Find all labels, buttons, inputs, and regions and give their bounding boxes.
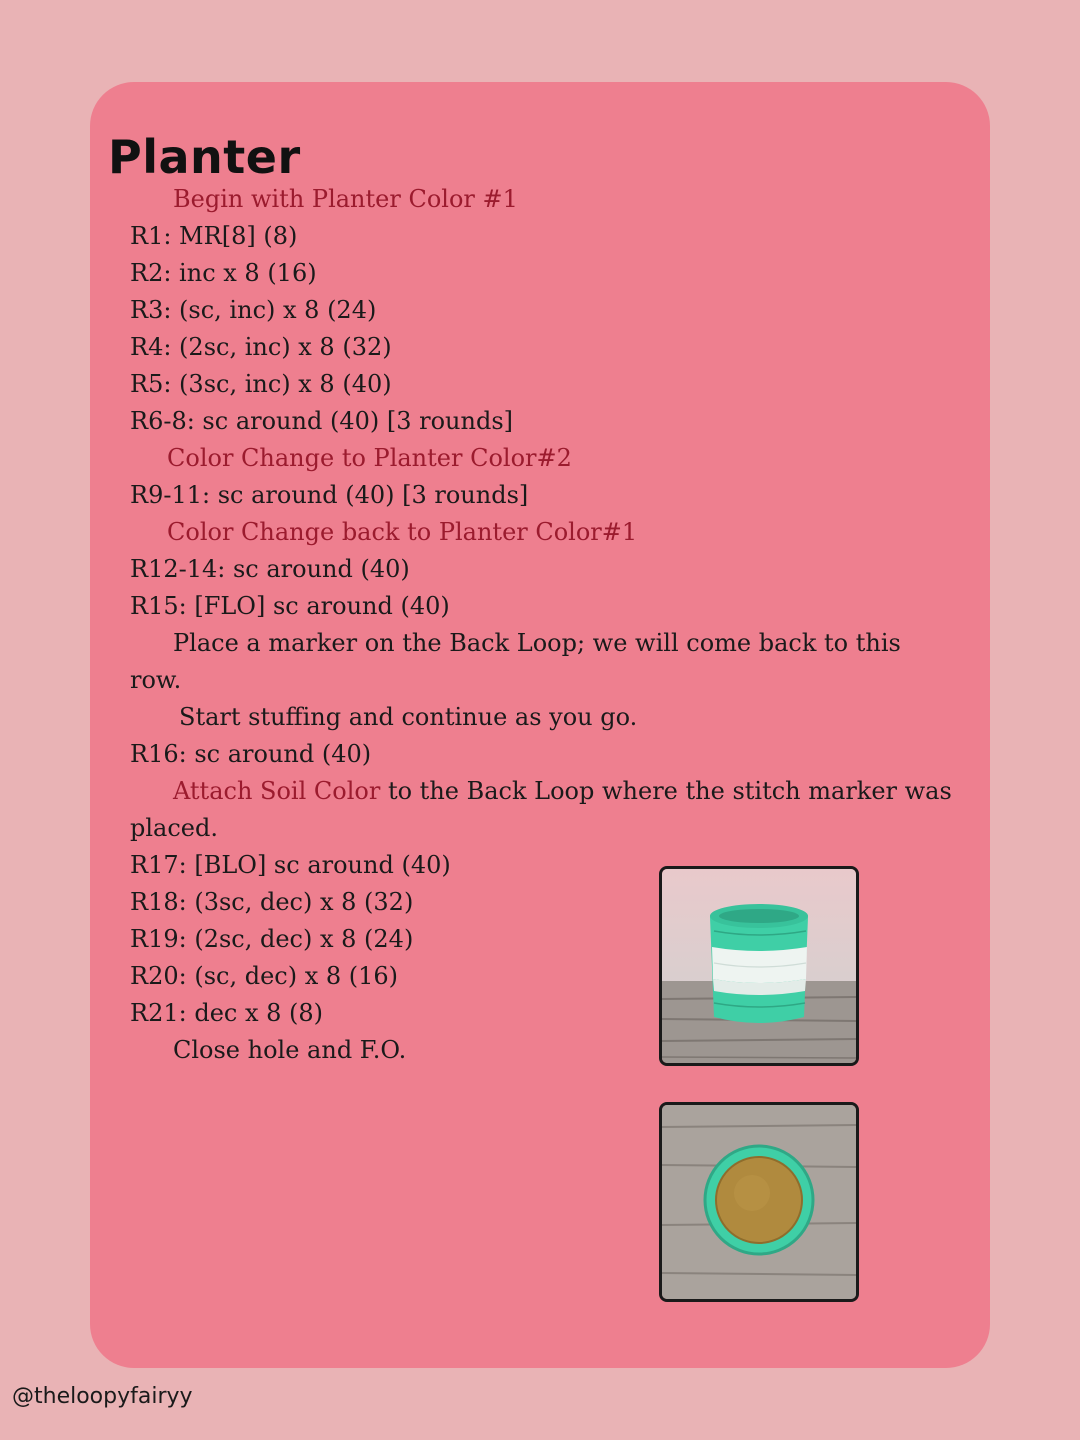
instruction-line: R9-11: sc around (40) [3 rounds] <box>130 481 529 509</box>
instruction-line: Close hole and F.O. <box>173 1036 407 1064</box>
instruction-line: R3: (sc, inc) x 8 (24) <box>130 296 377 324</box>
instruction-line: R15: [FLO] sc around (40) <box>130 592 450 620</box>
instruction-line: R4: (2sc, inc) x 8 (32) <box>130 333 392 361</box>
instruction-line: row. <box>130 666 182 694</box>
instruction-line: R19: (2sc, dec) x 8 (24) <box>130 925 414 953</box>
instruction-line: placed. <box>130 814 218 842</box>
planter-side-photo <box>659 866 859 1066</box>
instruction-line: R2: inc x 8 (16) <box>130 259 317 287</box>
instruction-line: R12-14: sc around (40) <box>130 555 410 583</box>
planter-side-illustration <box>662 869 856 1063</box>
soil-color-label: Attach Soil Color <box>173 777 381 805</box>
planter-top-illustration <box>662 1105 856 1299</box>
page-title: Planter <box>108 130 301 184</box>
instruction-line: Attach Soil Color to the Back Loop where the stitch marker was <box>173 777 952 805</box>
author-handle: @theloopyfairyy <box>12 1384 193 1409</box>
instruction-line: Color Change to Planter Color#2 <box>167 444 572 472</box>
instruction-line: Place a marker on the Back Loop; we will come back to this <box>173 629 901 657</box>
instruction-line: R17: [BLO] sc around (40) <box>130 851 451 879</box>
instruction-line: Color Change back to Planter Color#1 <box>167 518 638 546</box>
instruction-line: R20: (sc, dec) x 8 (16) <box>130 962 399 990</box>
instruction-line: R21: dec x 8 (8) <box>130 999 324 1027</box>
instruction-line: R1: MR[8] (8) <box>130 222 298 250</box>
instruction-line: R16: sc around (40) <box>130 740 372 768</box>
instruction-line: Start stuffing and continue as you go. <box>179 703 638 731</box>
instruction-line: Begin with Planter Color #1 <box>173 185 518 213</box>
planter-top-photo <box>659 1102 859 1302</box>
instruction-line: R18: (3sc, dec) x 8 (32) <box>130 888 414 916</box>
instruction-line: R5: (3sc, inc) x 8 (40) <box>130 370 392 398</box>
instruction-line: R6-8: sc around (40) [3 rounds] <box>130 407 513 435</box>
